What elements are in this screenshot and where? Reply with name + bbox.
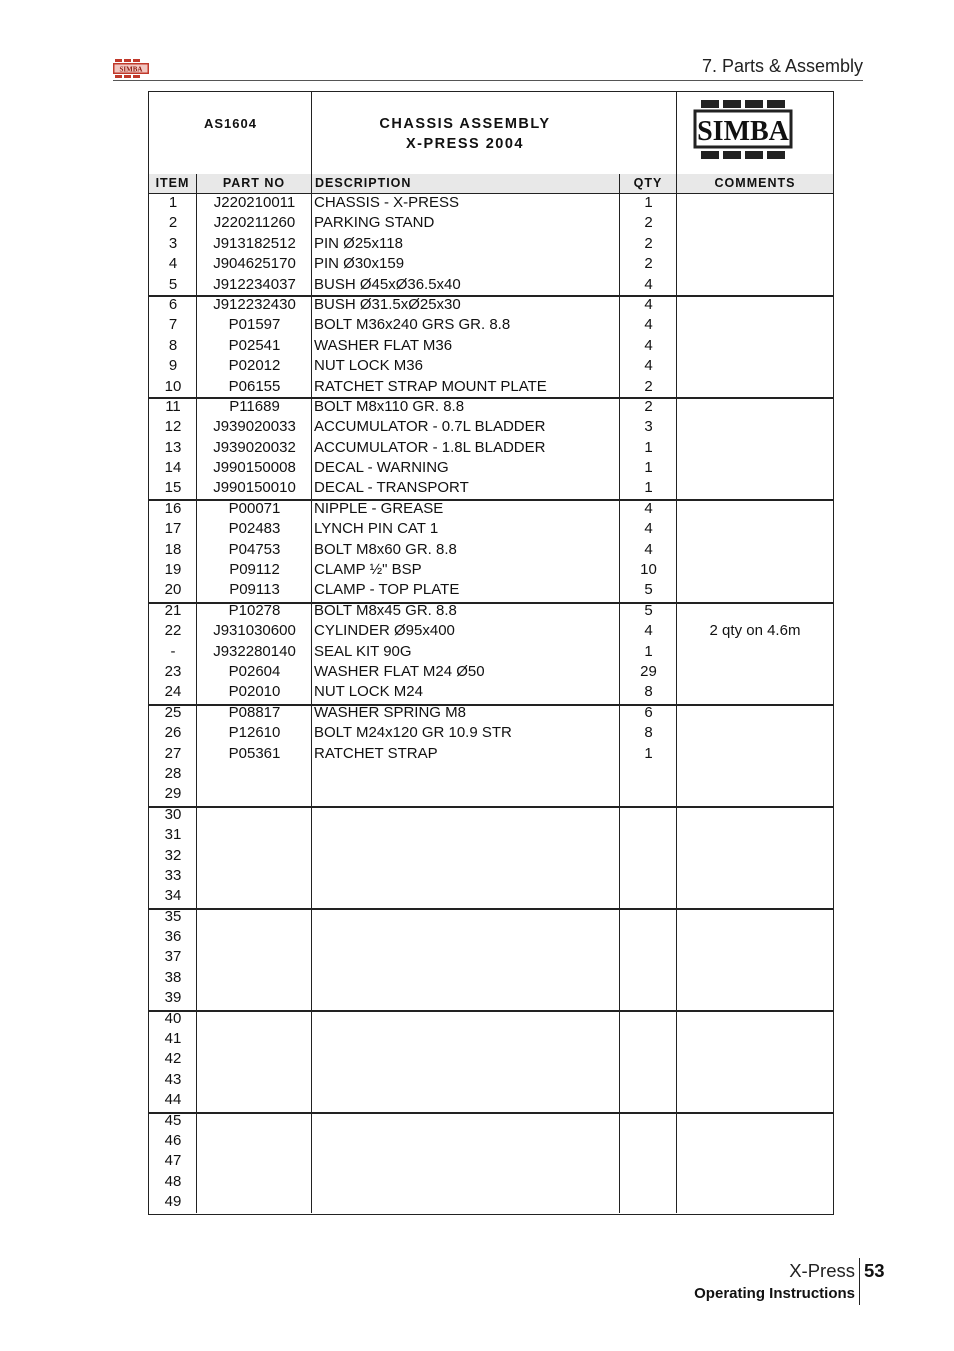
- table-row: [149, 458, 833, 478]
- column-header-qty: QTY: [620, 174, 677, 193]
- row-item: 13: [164, 438, 182, 456]
- row-qty: 1: [644, 479, 653, 497]
- row-description: WASHER SPRING M8: [314, 703, 466, 721]
- table-row: [149, 1029, 833, 1049]
- row-part-no: J990150008: [213, 459, 296, 477]
- row-part-no: P02604: [228, 662, 281, 680]
- table-row: [149, 213, 833, 233]
- table-row: [149, 336, 833, 356]
- row-description: BOLT M8x60 GR. 8.8: [314, 540, 457, 558]
- row-item: 21: [164, 601, 182, 619]
- assembly-title-cell: [312, 92, 677, 174]
- row-item: 26: [164, 724, 182, 742]
- row-item: 25: [164, 703, 182, 721]
- row-part-no: P02483: [228, 520, 281, 538]
- row-part-no: J939020033: [213, 418, 296, 436]
- table-row: [149, 601, 833, 621]
- row-description: PIN Ø30x159: [314, 255, 405, 273]
- row-description: NUT LOCK M24: [314, 683, 423, 701]
- row-item: 24: [164, 683, 182, 701]
- row-qty: 1: [644, 194, 653, 211]
- row-description: LYNCH PIN CAT 1: [314, 520, 439, 538]
- row-description: WASHER FLAT M36: [314, 336, 453, 354]
- table-row: [149, 744, 833, 764]
- row-item: 1: [168, 194, 178, 211]
- row-qty: 8: [644, 683, 653, 701]
- row-qty: 4: [644, 499, 653, 517]
- row-item: 15: [164, 479, 182, 497]
- table-row: [149, 723, 833, 743]
- assembly-title-line2: X-PRESS 2004: [406, 136, 524, 152]
- row-part-no: P11689: [229, 397, 280, 415]
- table-row: [149, 560, 833, 580]
- row-comment: 2 qty on 4.6m: [709, 622, 801, 640]
- table-row: [149, 988, 833, 1008]
- row-description: NIPPLE - GREASE: [314, 499, 444, 517]
- row-qty: 5: [644, 581, 653, 599]
- row-part-no: J932280140: [213, 642, 296, 660]
- row-item: 41: [164, 1030, 182, 1048]
- section-title: 7. Parts & Assembly: [701, 56, 863, 76]
- row-qty: 2: [644, 234, 653, 252]
- footer-subtitle: Operating Instructions: [694, 1285, 855, 1302]
- table-row: [149, 1090, 833, 1110]
- row-item: 30: [164, 805, 182, 823]
- table-row: [149, 662, 833, 682]
- table-row: [149, 866, 833, 886]
- row-item: 49: [164, 1193, 182, 1211]
- row-qty: 1: [644, 459, 653, 477]
- table-row: [149, 968, 833, 988]
- table-row: [149, 417, 833, 437]
- table-row: [149, 784, 833, 804]
- row-item: 4: [168, 255, 178, 273]
- row-description: CLAMP - TOP PLATE: [314, 581, 460, 599]
- row-description: CYLINDER Ø95x400: [314, 622, 455, 640]
- footer-product-name: X-Press: [789, 1260, 855, 1281]
- table-row: [149, 397, 833, 417]
- row-description: ACCUMULATOR - 1.8L BLADDER: [314, 438, 546, 456]
- table-row: [149, 1192, 833, 1212]
- row-part-no: J220210011: [213, 194, 296, 211]
- table-row: [149, 1111, 833, 1131]
- table-row: [149, 825, 833, 845]
- table-row: [149, 805, 833, 825]
- table-row: [149, 275, 833, 295]
- assembly-title-block: [149, 92, 833, 175]
- row-qty: 2: [644, 255, 653, 273]
- row-item: 40: [164, 1009, 182, 1027]
- table-row: [149, 947, 833, 967]
- row-qty: 4: [644, 316, 653, 334]
- table-row: [149, 682, 833, 702]
- table-row: [149, 377, 833, 397]
- footer-divider: [859, 1258, 860, 1305]
- row-part-no: J904625170: [213, 255, 296, 273]
- svg-text:SIMBA: SIMBA: [697, 116, 789, 147]
- table-row: [149, 499, 833, 519]
- row-item: 47: [164, 1152, 182, 1170]
- row-item: 46: [164, 1131, 182, 1149]
- row-description: CHASSIS - X-PRESS: [314, 194, 460, 211]
- table-row: [149, 580, 833, 600]
- row-part-no: P08817: [228, 703, 281, 721]
- row-description: BOLT M8x110 GR. 8.8: [314, 397, 465, 415]
- table-row: [149, 621, 833, 641]
- row-item: 23: [164, 662, 182, 680]
- row-item: 18: [164, 540, 182, 558]
- table-row: [149, 642, 833, 662]
- row-qty: 29: [640, 662, 657, 680]
- row-item: 37: [164, 948, 182, 966]
- row-item: 22: [164, 622, 182, 640]
- row-item: 29: [164, 785, 182, 803]
- row-qty: 8: [644, 724, 653, 742]
- row-part-no: J912232430: [213, 295, 296, 313]
- header-divider: [113, 80, 863, 81]
- row-description: BUSH Ø31.5xØ25x30: [314, 295, 461, 313]
- row-item: 31: [164, 826, 182, 844]
- parts-table-body: [149, 193, 833, 1213]
- row-item: 44: [164, 1091, 182, 1109]
- table-row: [149, 356, 833, 376]
- row-description: SEAL KIT 90G: [314, 642, 412, 660]
- row-part-no: J220211260: [213, 214, 296, 232]
- assembly-code: AS1604: [204, 116, 257, 131]
- row-qty: 6: [644, 703, 653, 721]
- table-row: [149, 764, 833, 784]
- row-description: NUT LOCK M36: [314, 357, 423, 375]
- row-item: 12: [164, 418, 182, 436]
- row-item: 2: [168, 214, 178, 232]
- row-item: 36: [164, 928, 182, 946]
- row-qty: 3: [644, 418, 653, 436]
- table-row: [149, 846, 833, 866]
- row-description: WASHER FLAT M24 Ø50: [314, 662, 485, 680]
- row-part-no: J912234037: [213, 275, 296, 293]
- table-row: [149, 1009, 833, 1029]
- row-part-no: P04753: [228, 540, 281, 558]
- table-row: [149, 295, 833, 315]
- row-qty: 4: [644, 275, 653, 293]
- table-row: [149, 254, 833, 274]
- header-simba-logo: [113, 59, 149, 79]
- row-item: 16: [164, 499, 182, 517]
- table-row: [149, 315, 833, 335]
- row-part-no: P10278: [228, 601, 281, 619]
- assembly-code-cell: [149, 92, 312, 174]
- column-header-part-no: PART NO: [197, 174, 312, 193]
- row-item: 48: [164, 1172, 182, 1190]
- row-part-no: P02541: [228, 336, 281, 354]
- row-part-no: P09113: [229, 581, 280, 599]
- row-item: 38: [164, 968, 182, 986]
- row-item: -: [170, 642, 176, 660]
- row-description: RATCHET STRAP MOUNT PLATE: [314, 377, 547, 395]
- row-qty: 2: [644, 397, 653, 415]
- row-item: 3: [168, 234, 178, 252]
- row-description: BOLT M36x240 GRS GR. 8.8: [314, 316, 511, 334]
- table-row: [149, 1131, 833, 1151]
- row-description: PARKING STAND: [314, 214, 435, 232]
- row-qty: 1: [644, 438, 653, 456]
- assembly-logo-cell: [677, 92, 833, 174]
- row-item: 5: [168, 275, 178, 293]
- row-description: DECAL - TRANSPORT: [314, 479, 469, 497]
- row-item: 33: [164, 866, 182, 884]
- row-item: 28: [164, 764, 182, 782]
- svg-text:SIMBA: SIMBA: [119, 65, 143, 74]
- row-item: 32: [164, 846, 182, 864]
- row-item: 34: [164, 887, 182, 905]
- row-part-no: P12610: [228, 724, 281, 742]
- table-row: [149, 1049, 833, 1069]
- row-part-no: J939020032: [213, 438, 296, 456]
- row-qty: 4: [644, 357, 653, 375]
- row-item: 45: [164, 1111, 182, 1129]
- row-qty: 4: [644, 540, 653, 558]
- page-number: 53: [864, 1260, 885, 1281]
- table-row: [149, 927, 833, 947]
- row-description: BUSH Ø45xØ36.5x40: [314, 275, 461, 293]
- row-qty: 4: [644, 622, 653, 640]
- row-item: 7: [168, 316, 178, 334]
- assembly-title: [312, 114, 618, 154]
- row-qty: 4: [644, 295, 653, 313]
- row-qty: 5: [644, 601, 653, 619]
- row-item: 10: [164, 377, 182, 395]
- row-qty: 10: [640, 561, 657, 579]
- row-part-no: P01597: [228, 316, 281, 334]
- row-item: 20: [164, 581, 182, 599]
- row-part-no: P02010: [228, 683, 281, 701]
- row-item: 6: [168, 295, 178, 313]
- table-row: [149, 1172, 833, 1192]
- row-description: BOLT M24x120 GR 10.9 STR: [314, 724, 512, 742]
- row-description: PIN Ø25x118: [314, 234, 403, 252]
- row-item: 35: [164, 907, 182, 925]
- row-qty: 1: [644, 744, 653, 762]
- row-qty: 2: [644, 377, 653, 395]
- row-part-no: J913182512: [213, 234, 296, 252]
- row-qty: 4: [644, 520, 653, 538]
- row-item: 17: [164, 520, 182, 538]
- row-description: ACCUMULATOR - 0.7L BLADDER: [314, 418, 546, 436]
- table-header: [149, 174, 833, 194]
- row-part-no: P09112: [229, 561, 280, 579]
- row-part-no: P06155: [228, 377, 281, 395]
- row-part-no: P05361: [228, 744, 281, 762]
- table-row: [149, 703, 833, 723]
- row-item: 11: [165, 397, 181, 415]
- parts-sheet: [148, 91, 834, 1215]
- row-part-no: P02012: [228, 357, 281, 375]
- row-item: 42: [164, 1050, 182, 1068]
- row-description: CLAMP ½" BSP: [314, 561, 422, 579]
- table-row: [149, 193, 833, 213]
- column-header-comments: COMMENTS: [714, 176, 796, 190]
- simba-logo: [693, 98, 793, 167]
- row-item: 14: [164, 459, 182, 477]
- row-item: 8: [168, 336, 178, 354]
- row-part-no: P00071: [228, 499, 281, 517]
- row-item: 43: [164, 1070, 182, 1088]
- row-qty: 4: [644, 336, 653, 354]
- row-qty: 1: [644, 642, 653, 660]
- table-row: [149, 234, 833, 254]
- column-header-item: ITEM: [149, 174, 197, 193]
- table-row: [149, 478, 833, 498]
- row-description: DECAL - WARNING: [314, 459, 449, 477]
- assembly-title-line1: CHASSIS ASSEMBLY: [379, 116, 551, 132]
- row-description: RATCHET STRAP: [314, 744, 438, 762]
- row-part-no: J990150010: [213, 479, 296, 497]
- row-item: 39: [164, 989, 182, 1007]
- table-row: [149, 1070, 833, 1090]
- row-description: BOLT M8x45 GR. 8.8: [314, 601, 457, 619]
- table-row: [149, 886, 833, 906]
- row-part-no: J931030600: [213, 622, 296, 640]
- row-item: 27: [164, 744, 182, 762]
- table-row: [149, 1151, 833, 1171]
- table-row: [149, 519, 833, 539]
- table-row: [149, 907, 833, 927]
- table-row: [149, 540, 833, 560]
- row-qty: 2: [644, 214, 653, 232]
- column-header-description: DESCRIPTION: [312, 174, 620, 193]
- table-row: [149, 438, 833, 458]
- row-item: 9: [168, 357, 178, 375]
- row-item: 19: [164, 561, 182, 579]
